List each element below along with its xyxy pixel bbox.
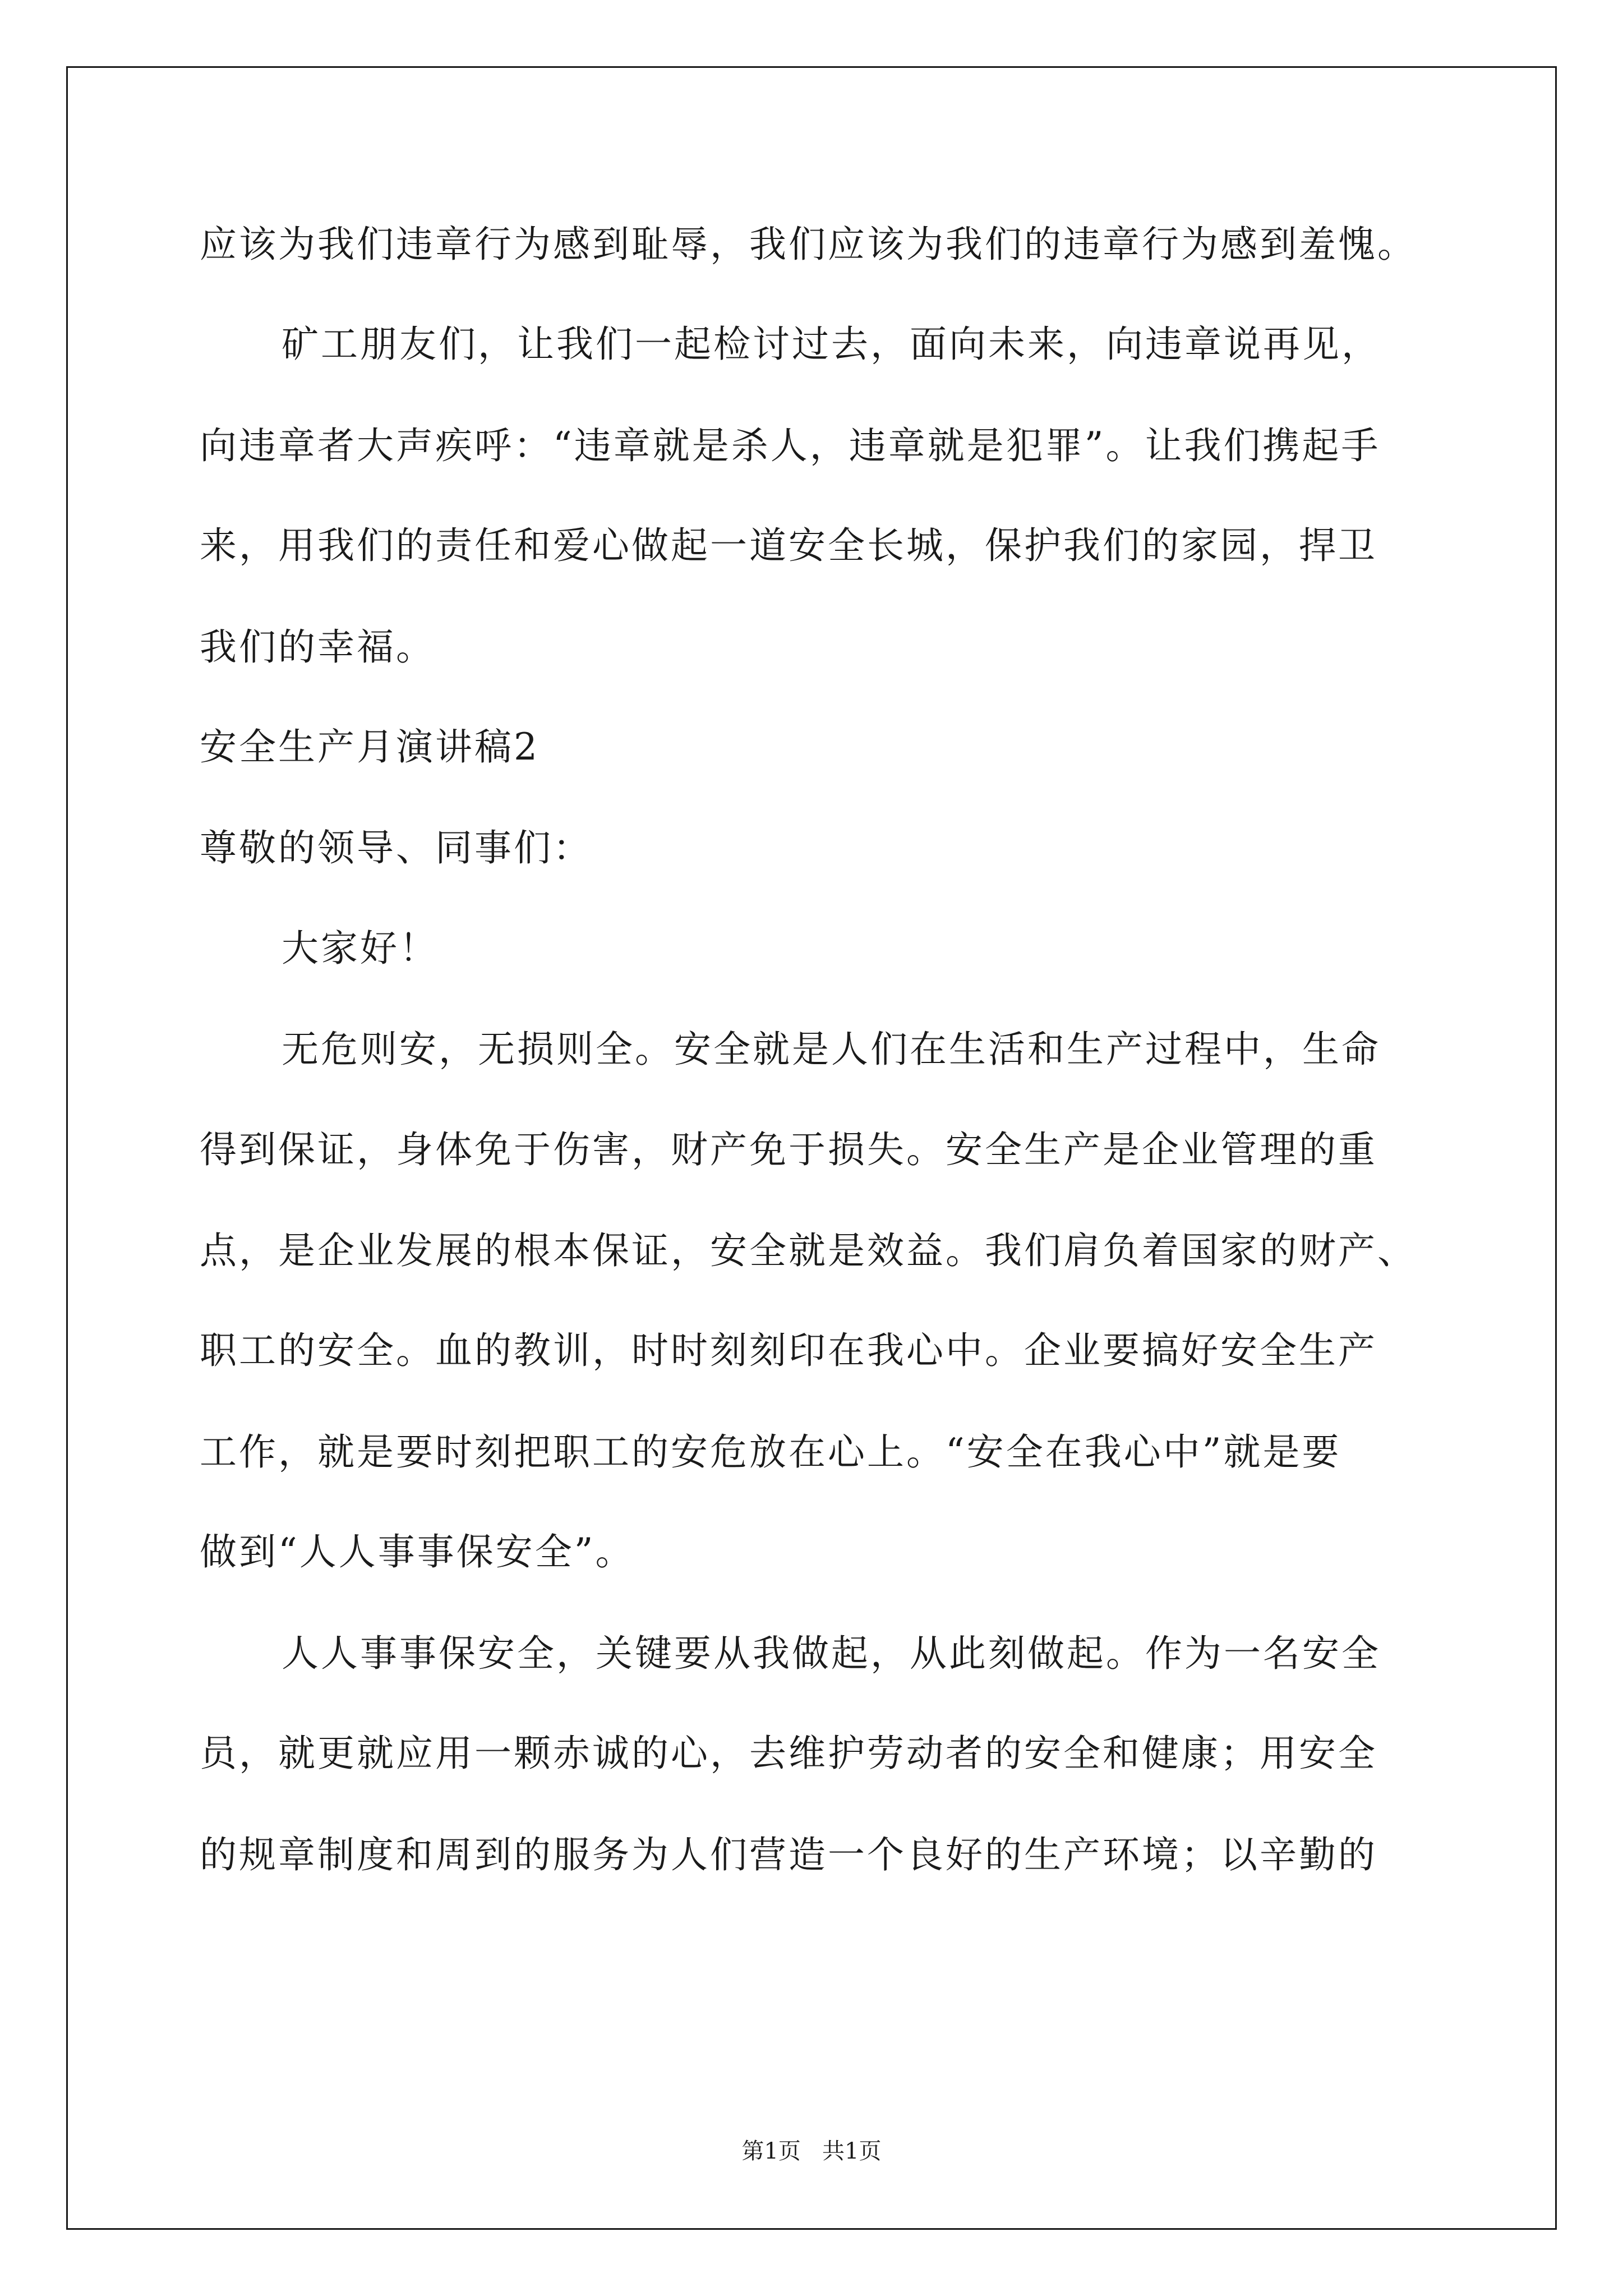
body-line-15: 人人事事保安全，关键要从我做起，从此刻做起。作为一名安全 [282,1632,1381,1675]
body-line-14: 做到“人人事事保安全”。 [200,1530,635,1573]
body-line-1: 应该为我们违章行为感到耻辱，我们应该为我们的违章行为感到羞愧。 [200,223,1417,266]
section-title: 安全生产月演讲稿2 [200,725,540,769]
body-line-4: 来，用我们的责任和爱心做起一道安全长城，保护我们的家园，捍卫 [200,524,1377,567]
body-line-12: 职工的安全。血的教训，时时刻刻印在我心中。企业要搞好安全生产 [200,1329,1377,1372]
body-line-17: 的规章制度和周到的服务为人们营造一个良好的生产环境；以辛勤的 [200,1833,1377,1876]
greeting: 大家好！ [282,927,439,970]
body-line-10: 得到保证，身体免于伤害，财产免于损失。安全生产是企业管理的重 [200,1128,1377,1171]
body-line-3: 向违章者大声疾呼：“违章就是杀人，违章就是犯罪”。让我们携起手 [200,424,1381,467]
body-line-9: 无危则安，无损则全。安全就是人们在生活和生产过程中，生命 [282,1028,1381,1071]
body-line-16: 员，就更就应用一颗赤诚的心，去维护劳动者的安全和健康；用安全 [200,1732,1377,1775]
body-line-11: 点，是企业发展的根本保证，安全就是效益。我们肩负着国家的财产、 [200,1229,1417,1272]
body-line-2: 矿工朋友们，让我们一起检讨过去，面向未来，向违章说再见， [282,323,1381,366]
body-line-13: 工作，就是要时刻把职工的安危放在心上。“安全在我心中”就是要 [200,1430,1341,1474]
page-footer: 第1页 共1页 [741,2138,882,2164]
body-line-5: 我们的幸福。 [200,625,435,669]
salutation: 尊敬的领导、同事们： [200,826,592,869]
